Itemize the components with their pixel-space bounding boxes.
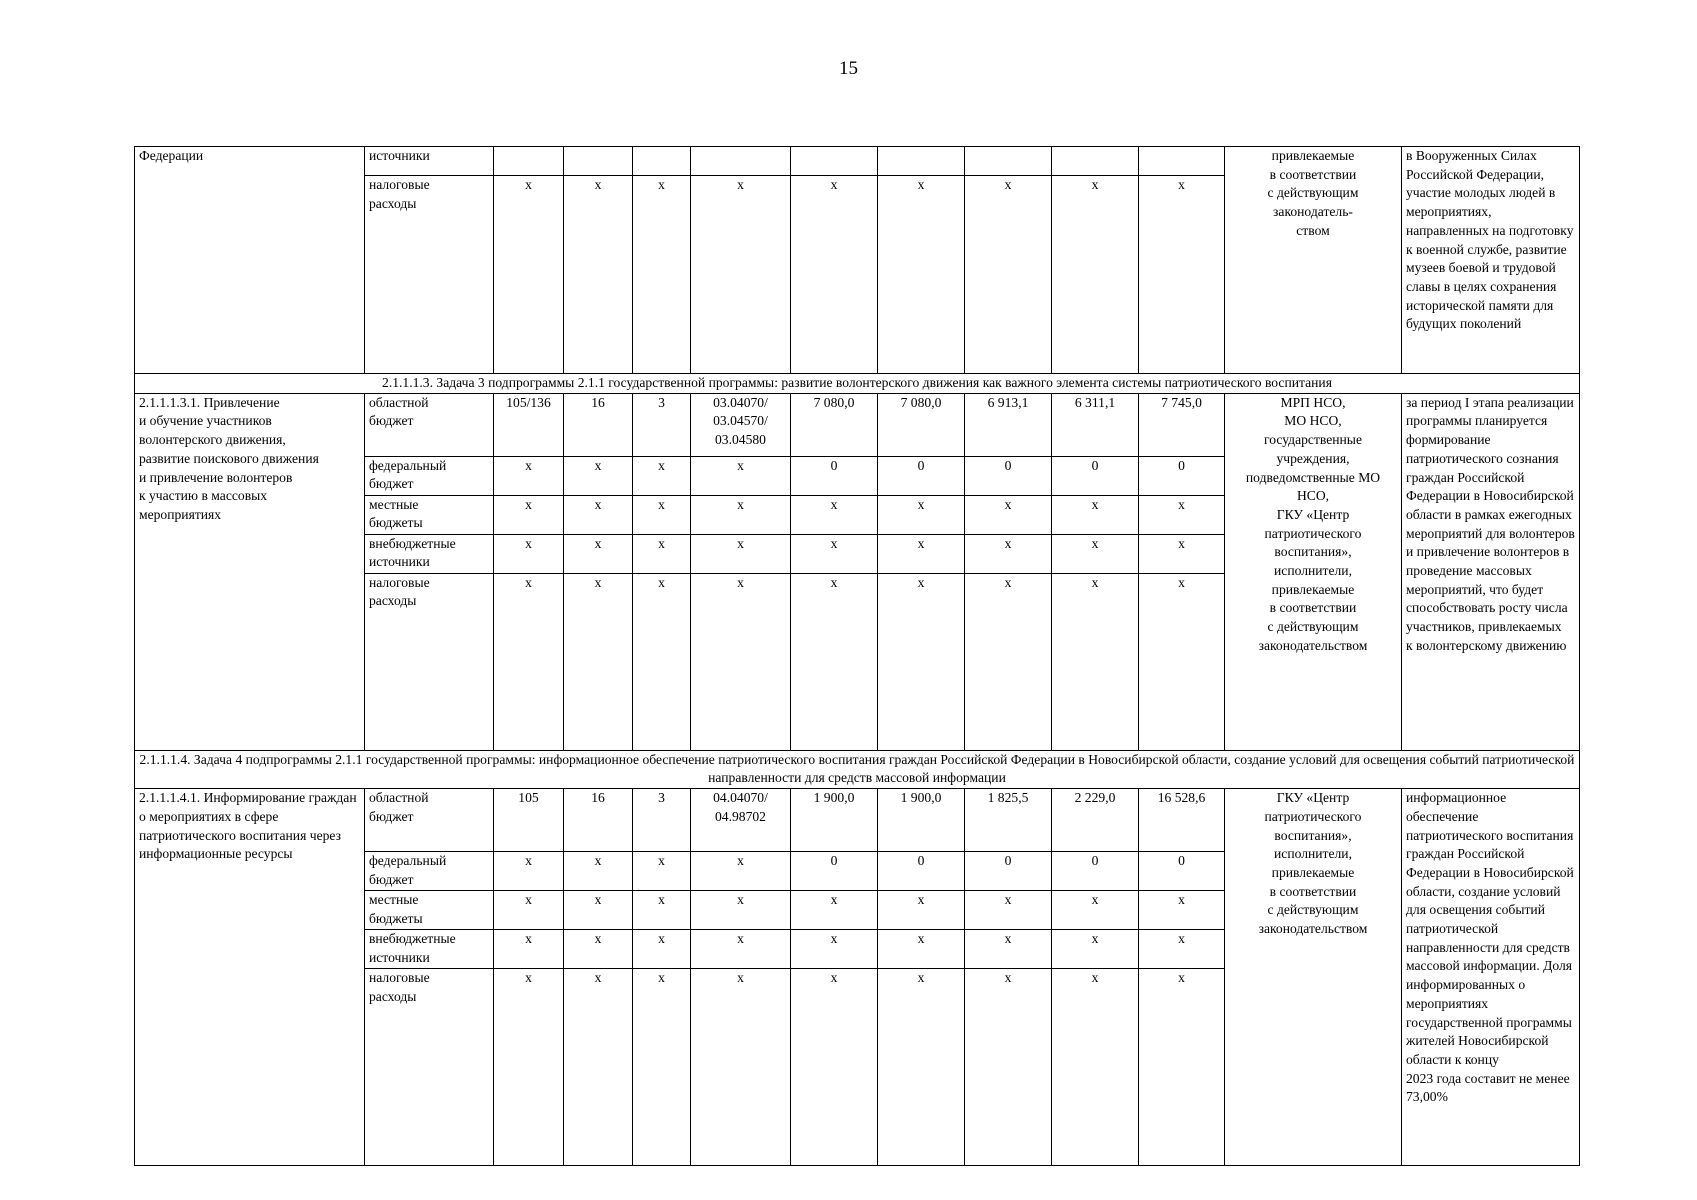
- source-name-cell: федеральный бюджет: [365, 852, 494, 891]
- value-cell: x: [878, 930, 965, 969]
- source-name-cell: областной бюджет: [365, 393, 494, 456]
- value-cell: x: [791, 930, 878, 969]
- value-cell: 0: [791, 456, 878, 495]
- value-cell: x: [633, 495, 691, 534]
- value-cell: x: [965, 534, 1052, 573]
- value-cell: x: [1052, 891, 1139, 930]
- block-4-row: [135, 789, 1580, 852]
- value-cell: x: [965, 573, 1052, 750]
- value-cell: x: [691, 930, 791, 969]
- value-cell: x: [965, 495, 1052, 534]
- program-events-table: [134, 146, 1580, 1166]
- value-cell: x: [1139, 930, 1225, 969]
- value-cell: x: [691, 891, 791, 930]
- value-cell: x: [1139, 495, 1225, 534]
- source-name-cell: налоговые расходы: [365, 969, 494, 1166]
- value-cell: 6 311,1: [1052, 393, 1139, 456]
- source-name-cell: местные бюджеты: [365, 891, 494, 930]
- value-cell: x: [691, 495, 791, 534]
- value-cell: x: [633, 930, 691, 969]
- value-cell: 0: [965, 852, 1052, 891]
- value-cell: x: [633, 573, 691, 750]
- value-cell: x: [791, 495, 878, 534]
- value-cell: x: [878, 969, 965, 1166]
- top-block-result-cell: в Вооруженных Силах Российской Федерации, участие молодых людей в мероприятиях, направленных на подготовку к военной службе, развитие музеев боевой и трудовой славы в целях сохранения исторической памяти для будущих поколений: [1402, 147, 1580, 374]
- value-cell: x: [564, 573, 633, 750]
- value-cell: x: [564, 852, 633, 891]
- value-cell: x: [494, 891, 564, 930]
- value-cell: 0: [878, 852, 965, 891]
- value-cell: x: [564, 176, 633, 374]
- value-cell: 0: [965, 456, 1052, 495]
- value-cell: x: [878, 534, 965, 573]
- value-cell: x: [1139, 534, 1225, 573]
- value-cell: 16: [564, 789, 633, 852]
- value-cell: x: [791, 969, 878, 1166]
- value-cell: x: [1052, 495, 1139, 534]
- value-cell: x: [564, 930, 633, 969]
- value-cell: 0: [1052, 852, 1139, 891]
- block-3-row: [135, 393, 1580, 456]
- value-cell: x: [791, 176, 878, 374]
- value-cell: x: [878, 891, 965, 930]
- value-cell: x: [494, 456, 564, 495]
- value-cell: x: [1052, 573, 1139, 750]
- value-cell: x: [691, 573, 791, 750]
- value-cell: [791, 147, 878, 176]
- value-cell: x: [1139, 969, 1225, 1166]
- value-cell: x: [633, 176, 691, 374]
- value-cell: x: [965, 969, 1052, 1166]
- value-cell: x: [494, 573, 564, 750]
- value-cell: 0: [791, 852, 878, 891]
- value-cell: x: [633, 891, 691, 930]
- block-4-event-cell: 2.1.1.1.4.1. Информирование граждан о мероприятиях в сфере патриотического воспитания через информационные ресурсы: [135, 789, 365, 1166]
- value-cell: 0: [878, 456, 965, 495]
- value-cell: 0: [1139, 456, 1225, 495]
- value-cell: x: [878, 573, 965, 750]
- value-cell: x: [494, 176, 564, 374]
- page-number: 15: [839, 58, 858, 79]
- value-cell: 3: [633, 393, 691, 456]
- top-block-event-cell: Федерации: [135, 147, 365, 374]
- section-4-row: [135, 750, 1580, 788]
- value-cell: x: [633, 969, 691, 1166]
- value-cell: 6 913,1: [965, 393, 1052, 456]
- value-cell: 1 825,5: [965, 789, 1052, 852]
- block-4-executors-cell: ГКУ «Центр патриотического воспитания», исполнители, привлекаемые в соответствии с действующим законодательством: [1225, 789, 1402, 1166]
- value-cell: x: [965, 176, 1052, 374]
- value-cell: x: [691, 852, 791, 891]
- value-cell: x: [494, 930, 564, 969]
- value-cell: x: [633, 456, 691, 495]
- value-cell: x: [1139, 176, 1225, 374]
- value-cell: 03.04070/ 03.04570/ 03.04580: [691, 393, 791, 456]
- value-cell: 1 900,0: [791, 789, 878, 852]
- value-cell: 2 229,0: [1052, 789, 1139, 852]
- source-name-cell: местные бюджеты: [365, 495, 494, 534]
- value-cell: x: [1052, 930, 1139, 969]
- value-cell: x: [564, 891, 633, 930]
- value-cell: x: [1052, 176, 1139, 374]
- source-name-cell: налоговые расходы: [365, 176, 494, 374]
- block-3-event-cell: 2.1.1.1.3.1. Привлечение и обучение участников волонтерского движения, развитие поискового движения и привлечение волонтеров к участию в массовых мероприятиях: [135, 393, 365, 750]
- value-cell: x: [791, 891, 878, 930]
- value-cell: 105/136: [494, 393, 564, 456]
- value-cell: [1052, 147, 1139, 176]
- value-cell: 16: [564, 393, 633, 456]
- value-cell: x: [494, 534, 564, 573]
- value-cell: x: [1139, 891, 1225, 930]
- source-name-cell: областной бюджет: [365, 789, 494, 852]
- value-cell: 16 528,6: [1139, 789, 1225, 852]
- value-cell: [691, 147, 791, 176]
- value-cell: 0: [1139, 852, 1225, 891]
- value-cell: x: [564, 534, 633, 573]
- value-cell: 7 080,0: [791, 393, 878, 456]
- source-name-cell: источники: [365, 147, 494, 176]
- block-4-result-cell: информационное обеспечение патриотического воспитания граждан Российской Федерации в Новосибирской области, создание условий для освещения событий патриотической направленности для средств массовой информации. Доля информированных о мероприятиях государственной программы жителей Новосибирской области к концу 2023 года составит не менее 73,00%: [1402, 789, 1580, 1166]
- value-cell: 0: [1052, 456, 1139, 495]
- value-cell: [633, 147, 691, 176]
- value-cell: [965, 147, 1052, 176]
- value-cell: [1139, 147, 1225, 176]
- value-cell: 7 745,0: [1139, 393, 1225, 456]
- value-cell: x: [791, 534, 878, 573]
- value-cell: x: [564, 969, 633, 1166]
- value-cell: 04.04070/ 04.98702: [691, 789, 791, 852]
- top-block-executors-cell: привлекаемые в соответствии с действующим законодатель- ством: [1225, 147, 1402, 374]
- value-cell: x: [494, 969, 564, 1166]
- source-name-cell: налоговые расходы: [365, 573, 494, 750]
- source-name-cell: внебюджетные источники: [365, 930, 494, 969]
- value-cell: x: [633, 534, 691, 573]
- value-cell: x: [691, 456, 791, 495]
- value-cell: 1 900,0: [878, 789, 965, 852]
- value-cell: x: [1052, 534, 1139, 573]
- value-cell: 105: [494, 789, 564, 852]
- top-block-row: [135, 147, 1580, 176]
- value-cell: x: [791, 573, 878, 750]
- value-cell: [494, 147, 564, 176]
- value-cell: x: [564, 456, 633, 495]
- source-name-cell: внебюджетные источники: [365, 534, 494, 573]
- value-cell: [564, 147, 633, 176]
- value-cell: x: [494, 852, 564, 891]
- value-cell: x: [691, 176, 791, 374]
- value-cell: x: [564, 495, 633, 534]
- section-4-title: 2.1.1.1.4. Задача 4 подпрограммы 2.1.1 государственной программы: информационное обеспечение патриотического воспитания граждан Российской Федерации в Новосибирской области, создание условий для освещения событий патриотической направленности для средств массовой информации: [135, 750, 1580, 788]
- value-cell: x: [691, 534, 791, 573]
- value-cell: x: [878, 176, 965, 374]
- value-cell: x: [1052, 969, 1139, 1166]
- table-body: [135, 147, 1580, 1166]
- value-cell: x: [878, 495, 965, 534]
- value-cell: 7 080,0: [878, 393, 965, 456]
- value-cell: x: [691, 969, 791, 1166]
- block-3-result-cell: за период I этапа реализации программы планируется формирование патриотического сознания граждан Российской Федерации в Новосибирской области в рамках ежегодных мероприятий для волонтеров и привлечение волонтеров в проведение массовых мероприятий, что будет способствовать росту числа участников, привлекаемых к волонтерскому движению: [1402, 393, 1580, 750]
- source-name-cell: федеральный бюджет: [365, 456, 494, 495]
- value-cell: x: [965, 891, 1052, 930]
- value-cell: 3: [633, 789, 691, 852]
- section-3-title: 2.1.1.1.3. Задача 3 подпрограммы 2.1.1 государственной программы: развитие волонтерского движения как важного элемента системы патриотического воспитания: [135, 374, 1580, 394]
- value-cell: x: [633, 852, 691, 891]
- value-cell: x: [1139, 573, 1225, 750]
- block-3-executors-cell: МРП НСО, МО НСО, государственные учреждения, подведомственные МО НСО, ГКУ «Центр патриотического воспитания», исполнители, привлекаемые в соответствии с действующим законодательством: [1225, 393, 1402, 750]
- value-cell: x: [965, 930, 1052, 969]
- section-3-row: [135, 374, 1580, 394]
- value-cell: x: [494, 495, 564, 534]
- value-cell: [878, 147, 965, 176]
